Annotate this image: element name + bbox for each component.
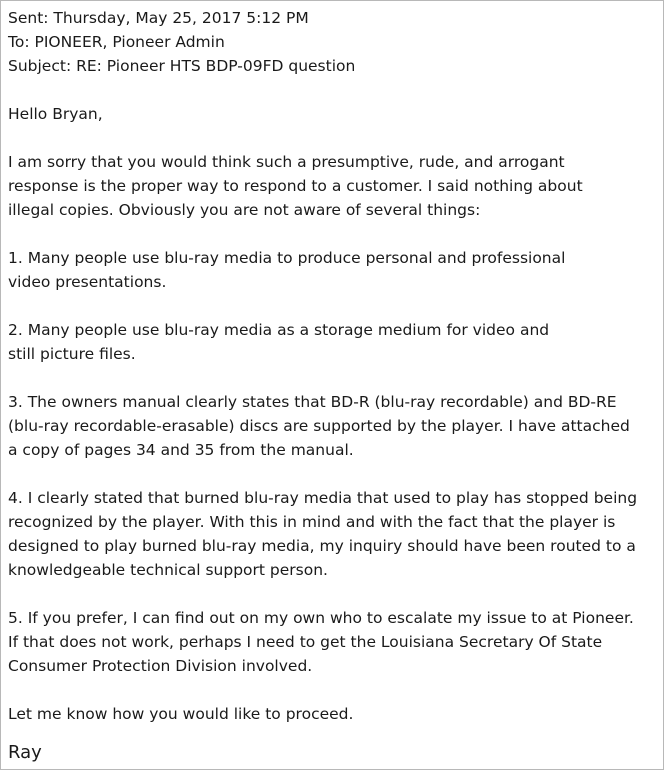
paragraph-line: (blu-ray recordable-erasable) discs are supported by the player. I have attached xyxy=(8,417,630,435)
sent-line: Sent: Thursday, May 25, 2017 5:12 PM xyxy=(8,9,309,27)
email-message xyxy=(8,6,658,726)
paragraph-line: Consumer Protection Division involved. xyxy=(8,657,313,675)
blank-line xyxy=(8,366,658,390)
paragraph-line: 1. Many people use blu-ray media to produce personal and professional xyxy=(8,249,566,267)
paragraph-point-4 xyxy=(8,486,658,582)
paragraph-line: still picture files. xyxy=(8,345,136,363)
paragraph-line: If that does not work, perhaps I need to get the Louisiana Secretary Of State xyxy=(8,633,603,651)
paragraph-line: a copy of pages 34 and 35 from the manual. xyxy=(8,441,354,459)
paragraph-line: designed to play burned blu-ray media, my inquiry should have been routed to a xyxy=(8,537,636,555)
paragraph-line: recognized by the player. With this in mind and with the fact that the player is xyxy=(8,513,616,531)
paragraph-line: response is the proper way to respond to a customer. I said nothing about xyxy=(8,177,583,195)
paragraph-line: illegal copies. Obviously you are not aware of several things: xyxy=(8,201,481,219)
paragraph-point-1 xyxy=(8,246,658,294)
paragraph-point-3 xyxy=(8,390,658,462)
paragraph-intro xyxy=(8,150,658,222)
blank-line xyxy=(8,126,658,150)
blank-line xyxy=(8,222,658,246)
greeting: Hello Bryan, xyxy=(8,105,103,123)
blank-line xyxy=(8,294,658,318)
paragraph-point-5 xyxy=(8,606,658,678)
signature: Ray xyxy=(8,742,42,763)
paragraph-line: 3. The owners manual clearly states that BD-R (blu-ray recordable) and BD-RE xyxy=(8,393,617,411)
paragraph-line: knowledgeable technical support person. xyxy=(8,561,328,579)
paragraph-line: video presentations. xyxy=(8,273,167,291)
subject-line: Subject: RE: Pioneer HTS BDP-09FD question xyxy=(8,57,356,75)
blank-line xyxy=(8,678,658,702)
paragraph-line: I am sorry that you would think such a presumptive, rude, and arrogant xyxy=(8,153,565,171)
paragraph-line: 4. I clearly stated that burned blu-ray media that used to play has stopped being xyxy=(8,489,638,507)
paragraph-point-2 xyxy=(8,318,658,366)
email-header xyxy=(8,6,658,78)
paragraph-closing xyxy=(8,702,658,726)
paragraph-line: Let me know how you would like to proceed. xyxy=(8,705,354,723)
paragraph-line: 5. If you prefer, I can find out on my own who to escalate my issue to at Pioneer. xyxy=(8,609,634,627)
to-line: To: PIONEER, Pioneer Admin xyxy=(8,33,225,51)
blank-line xyxy=(8,462,658,486)
blank-line xyxy=(8,582,658,606)
blank-line xyxy=(8,78,658,102)
paragraph-line: 2. Many people use blu-ray media as a storage medium for video and xyxy=(8,321,550,339)
